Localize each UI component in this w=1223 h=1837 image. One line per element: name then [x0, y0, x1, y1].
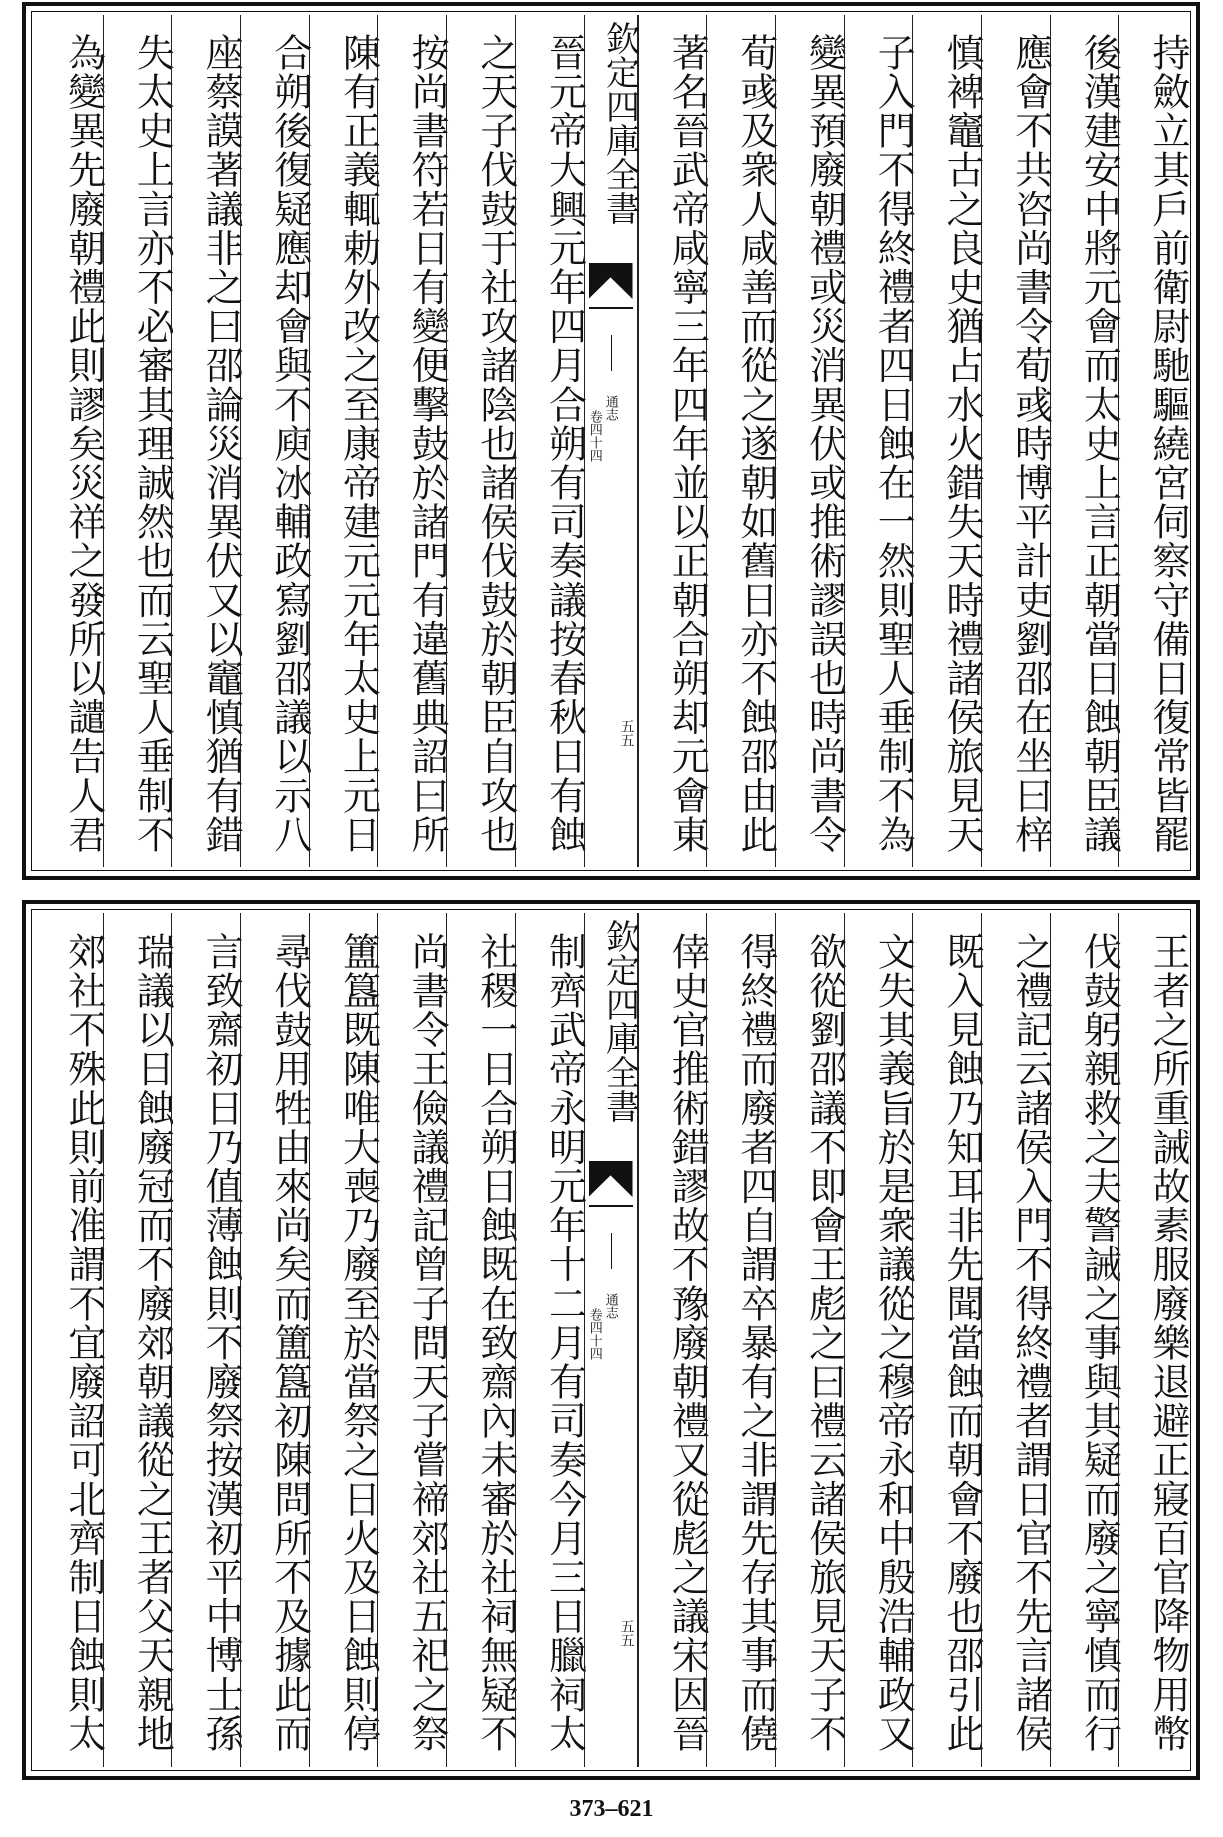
- text-column: 社稷一日合朔日蝕既在致齋內未審於社祠無疑不: [446, 913, 515, 1767]
- page-top: [22, 2, 1200, 880]
- text-column: 簠簋既陳唯大喪乃廢至於當祭之日火及日蝕則停: [309, 913, 378, 1767]
- page-bottom: [22, 900, 1200, 1780]
- banner-rule: [611, 1233, 613, 1269]
- text-column: 晉元帝大興元年四月合朔有司奏議按春秋日有蝕: [515, 15, 584, 867]
- text-column: 應會不共咨尚書令荀彧時博平計吏劉邵在坐曰梓: [981, 15, 1050, 867]
- text-column: 尚書令王儉議禮記曾子問天子嘗禘郊社五祀之祭: [377, 913, 446, 1767]
- text-columns-bottom: [35, 913, 1190, 1767]
- text-column: 王者之所重誡故素服廢樂退避正寢百官降物用幣: [1118, 913, 1187, 1767]
- fish-tail-line: [589, 1205, 633, 1225]
- text-column: 變異預廢朝禮或災消異伏或推術謬誤也時尚書令: [775, 15, 844, 867]
- text-column: 制齊武帝永明元年十二月有司奏今月三日臘祠太: [515, 913, 584, 1767]
- text-column: 慎裨竈古之良史猶占水火錯失天時禮諸侯旅見天: [912, 15, 981, 867]
- text-column: 後漢建安中將元會而太史上言正朝當日蝕朝臣議: [1050, 15, 1119, 867]
- text-column: 之禮記云諸侯入門不得終禮者謂日官不先言諸侯: [981, 913, 1050, 1767]
- text-column: 之天子伐鼓于社攻諸陰也諸侯伐鼓於朝臣自攻也: [446, 15, 515, 867]
- volume-label: 卷四十四: [586, 1308, 602, 1360]
- text-column: 尋伐鼓用牲由來尚矣而簠簋初陳問所不及據此而: [240, 913, 309, 1767]
- text-column: 倖史官推術錯謬故不豫廢朝禮又從彪之議宋因晉: [638, 913, 707, 1767]
- text-column: 得終禮而廢者四自謂卒暴有之非謂先存其事而僥: [706, 913, 775, 1767]
- text-column: 言致齋初日乃值薄蝕則不廢祭按漢初平中博士孫: [171, 913, 240, 1767]
- text-column: 欲從劉邵議不即會王彪之曰禮云諸侯旅見天子不: [775, 913, 844, 1767]
- work-title: 通志: [602, 1293, 618, 1319]
- text-column: 子入門不得終禮者四日蝕在一然則聖人垂制不為: [844, 15, 913, 867]
- text-column: 文失其義旨於是衆議從之穆帝永和中殷浩輔政又: [844, 913, 913, 1767]
- text-column: 失太史上言亦不必審其理誠然也而云聖人垂制不: [103, 15, 172, 867]
- work-title: 通志: [602, 395, 618, 421]
- text-column: 為變異先廢朝禮此則謬矣災祥之發所以譴告人君: [61, 33, 106, 855]
- center-banner: [584, 913, 638, 1767]
- text-column: 陳有正義輒勅外改之至康帝建元元年太史上元日: [309, 15, 378, 867]
- text-column: 著名晉武帝咸寧三年四年並以正朝合朔却元會東: [638, 15, 707, 867]
- center-banner: [584, 15, 638, 867]
- text-column: 座蔡謨著議非之曰邵論災消異伏又以竈慎猶有錯: [171, 15, 240, 867]
- text-columns-top: [35, 15, 1190, 867]
- text-column: 按尚書符若日有變便擊鼓於諸門有違舊典詔曰所: [377, 15, 446, 867]
- fish-tail-line: [589, 307, 633, 327]
- volume-label: 卷四十四: [586, 410, 602, 462]
- leaf-number: 五五: [618, 1619, 635, 1647]
- leaf-number: 五五: [618, 719, 635, 747]
- page-footer-number: 373–621: [569, 1796, 654, 1822]
- fish-tail-mark: [589, 263, 633, 299]
- banner-rule: [611, 335, 613, 371]
- text-column: 既入見蝕乃知耳非先聞當蝕而朝會不廢也邵引此: [912, 913, 981, 1767]
- text-column: 持斂立其戶前衛尉馳驅繞宮伺察守備日復常皆罷: [1118, 15, 1187, 867]
- text-column: 荀彧及衆人咸善而從之遂朝如舊日亦不蝕邵由此: [706, 15, 775, 867]
- text-column: 瑞議以日蝕廢冠而不廢郊朝議從之王者父天親地: [103, 913, 172, 1767]
- fish-tail-mark: [589, 1161, 633, 1197]
- text-column: 伐鼓躬親救之夫警誡之事與其疑而廢之寧慎而行: [1050, 913, 1119, 1767]
- text-column: 合朔後復疑應却會與不庾冰輔政寫劉邵議以示八: [240, 15, 309, 867]
- text-column: 郊社不殊此則前准謂不宜廢詔可北齊制日蝕則太: [61, 932, 106, 1754]
- book-title: 欽定四庫全書: [599, 919, 640, 1123]
- book-title: 欽定四庫全書: [599, 21, 640, 225]
